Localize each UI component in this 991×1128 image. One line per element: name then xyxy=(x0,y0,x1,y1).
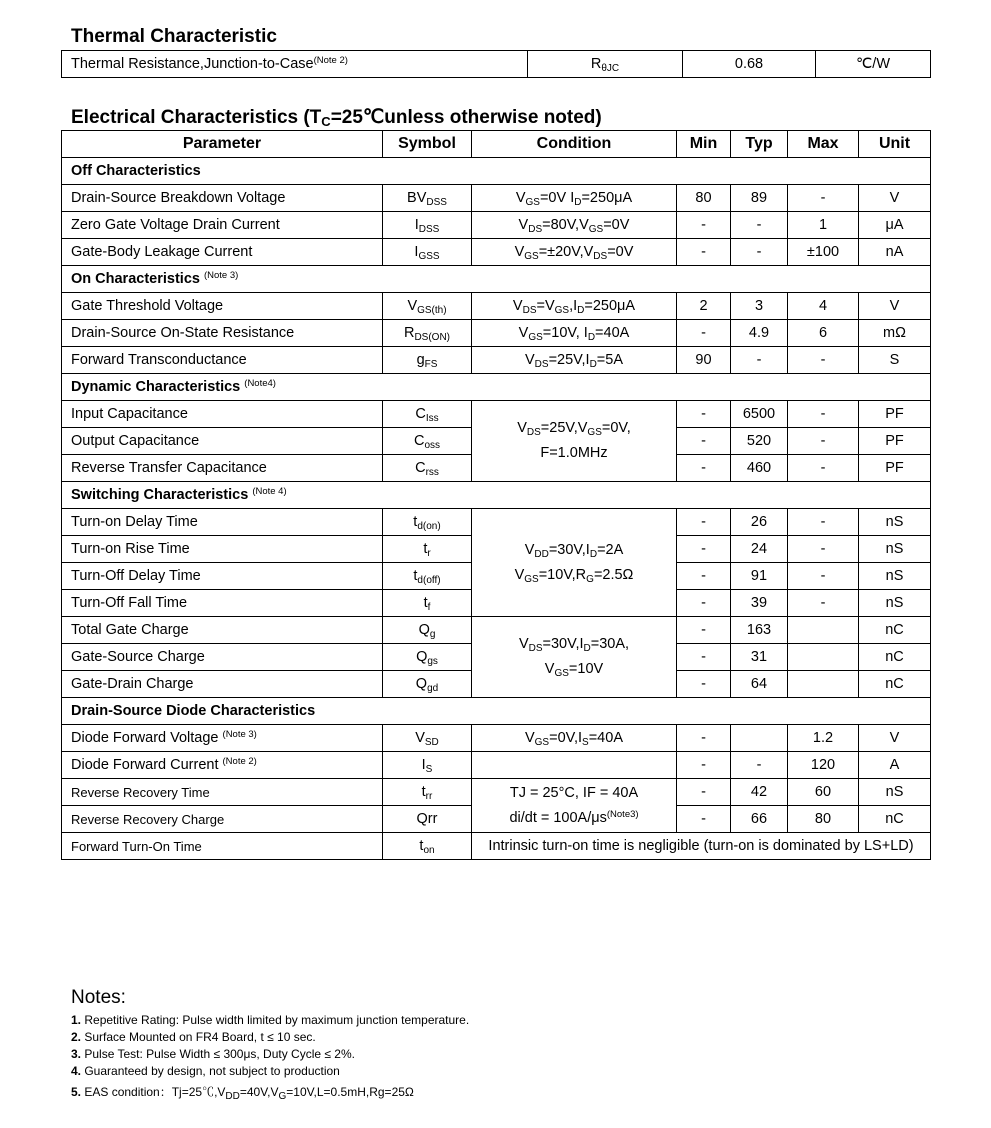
symbol-cell: $V_{GS(th)}$ xyxy=(383,293,472,320)
min-cell: - xyxy=(677,644,731,671)
thermal-symbol: $R_{\theta JC}$ xyxy=(528,51,683,78)
max-cell: 1 xyxy=(788,212,859,239)
max-cell xyxy=(788,671,859,698)
max-cell: ±100 xyxy=(788,239,859,266)
header-symbol: Symbol xyxy=(383,131,472,158)
symbol-cell: Qrr xyxy=(383,806,472,833)
table-row xyxy=(62,401,931,428)
min-cell: - xyxy=(677,455,731,482)
min-cell: 90 xyxy=(677,347,731,374)
symbol-cell: $t_{on}$ xyxy=(383,833,472,860)
note-item: 5. EAS condition：$Tj=25℃,V_{DD}=40V,V_G=10V,L=0.5mH,Rg=25\Omega$ xyxy=(71,1085,414,1102)
header-min: Min xyxy=(677,131,731,158)
condition-cell xyxy=(472,752,677,779)
symbol-cell: $C_{Iss}$ xyxy=(383,401,472,428)
table-row xyxy=(62,347,931,374)
param-cell: Diode Forward Current $^{(Note 2)}$ xyxy=(62,752,383,779)
min-cell: - xyxy=(677,536,731,563)
header-parameter: Parameter xyxy=(62,131,383,158)
thermal-title: Thermal Characteristic xyxy=(71,26,277,47)
header-row xyxy=(62,131,931,158)
max-cell: - xyxy=(788,455,859,482)
notes-title: Notes: xyxy=(71,987,126,1008)
max-cell: - xyxy=(788,536,859,563)
max-cell: 120 xyxy=(788,752,859,779)
typ-cell: 520 xyxy=(731,428,788,455)
symbol-cell: $C_{oss}$ xyxy=(383,428,472,455)
min-cell: - xyxy=(677,725,731,752)
typ-cell: 64 xyxy=(731,671,788,698)
section-row xyxy=(62,698,931,725)
param-cell: Turn-on Rise Time xyxy=(62,536,383,563)
note-item: 1. Repetitive Rating: Pulse width limited by maximum junction temperature. xyxy=(71,1013,470,1027)
electrical-title: Electrical Characteristics ($T_C=25℃unless$ otherwise noted) xyxy=(71,107,602,129)
thermal-value: 0.68 xyxy=(683,51,816,78)
max-cell: - xyxy=(788,590,859,617)
condition-cell: $V_{DS}=25V,I_D=5A$ xyxy=(472,347,677,374)
section-row xyxy=(62,158,931,185)
max-cell: 80 xyxy=(788,806,859,833)
electrical-table xyxy=(61,130,931,860)
typ-cell: - xyxy=(731,212,788,239)
condition-cell: Intrinsic turn-on time is negligible (turn-on is dominated by LS+LD) xyxy=(472,833,931,860)
param-cell: Turn-Off Fall Time xyxy=(62,590,383,617)
symbol-cell: $I_{GSS}$ xyxy=(383,239,472,266)
min-cell: - xyxy=(677,806,731,833)
typ-cell: 89 xyxy=(731,185,788,212)
unit-cell: nA xyxy=(859,239,931,266)
section-row xyxy=(62,482,931,509)
symbol-cell: $C_{rss}$ xyxy=(383,455,472,482)
param-cell: Zero Gate Voltage Drain Current xyxy=(62,212,383,239)
condition-cell: $V_{GS}=10V$, $I_D=40A$ xyxy=(472,320,677,347)
symbol-cell: $t_r$ xyxy=(383,536,472,563)
unit-cell: μA xyxy=(859,212,931,239)
symbol-cell: $BV_{DSS}$ xyxy=(383,185,472,212)
unit-cell: nS xyxy=(859,590,931,617)
section-on: On Characteristics $^{(Note 3)}$ xyxy=(62,266,931,293)
min-cell: - xyxy=(677,590,731,617)
thermal-param: Thermal Resistance,Junction-to-Case$^{(Note 2)}$ xyxy=(62,51,528,78)
condition-cell: $V_{DD}=30V,I_D=2A$ $V_{GS}=10V,R_G=2.5\Omega$ xyxy=(472,509,677,617)
min-cell: - xyxy=(677,617,731,644)
max-cell xyxy=(788,644,859,671)
table-row xyxy=(62,617,931,644)
param-cell: Total Gate Charge xyxy=(62,617,383,644)
min-cell: - xyxy=(677,563,731,590)
unit-cell: nC xyxy=(859,644,931,671)
min-cell: - xyxy=(677,752,731,779)
param-cell: Drain-Source On-State Resistance xyxy=(62,320,383,347)
thermal-table xyxy=(61,50,931,78)
unit-cell: nC xyxy=(859,617,931,644)
typ-cell: 66 xyxy=(731,806,788,833)
notes-block xyxy=(71,985,469,1101)
condition-cell: $V_{DS}=25V,V_{GS}=0V$, F=1.0MHz xyxy=(472,401,677,482)
typ-cell: - xyxy=(731,752,788,779)
min-cell: - xyxy=(677,509,731,536)
typ-cell xyxy=(731,725,788,752)
table-row xyxy=(62,212,931,239)
param-cell: Input Capacitance xyxy=(62,401,383,428)
typ-cell: 4.9 xyxy=(731,320,788,347)
min-cell: - xyxy=(677,401,731,428)
unit-cell: nC xyxy=(859,671,931,698)
param-cell: Turn-on Delay Time xyxy=(62,509,383,536)
section-switching: Switching Characteristics $^{(Note 4)}$ xyxy=(62,482,931,509)
condition-cell: TJ = 25°C, IF = 40A $di/dt = 100A/\mu s^{(Note3)}$ xyxy=(472,779,677,833)
symbol-cell: $Q_{gs}$ xyxy=(383,644,472,671)
min-cell: - xyxy=(677,779,731,806)
note-item: 2. Surface Mounted on FR4 Board, t ≤ 10 sec. xyxy=(71,1030,316,1044)
typ-cell: - xyxy=(731,347,788,374)
max-cell: - xyxy=(788,563,859,590)
unit-cell: PF xyxy=(859,401,931,428)
header-max: Max xyxy=(788,131,859,158)
max-cell: - xyxy=(788,185,859,212)
param-cell: Gate-Body Leakage Current xyxy=(62,239,383,266)
symbol-cell: $t_f$ xyxy=(383,590,472,617)
param-cell: Turn-Off Delay Time xyxy=(62,563,383,590)
min-cell: - xyxy=(677,428,731,455)
typ-cell: 91 xyxy=(731,563,788,590)
min-cell: 2 xyxy=(677,293,731,320)
section-row xyxy=(62,374,931,401)
param-cell: Diode Forward Voltage $^{(Note 3)}$ xyxy=(62,725,383,752)
param-cell: Forward Turn-On Time xyxy=(62,833,383,860)
max-cell: - xyxy=(788,347,859,374)
unit-cell: A xyxy=(859,752,931,779)
table-row xyxy=(62,779,931,806)
condition-cell: $V_{DS}=80V,V_{GS}=0V$ xyxy=(472,212,677,239)
symbol-cell: $Q_g$ xyxy=(383,617,472,644)
min-cell: - xyxy=(677,212,731,239)
unit-cell: V xyxy=(859,185,931,212)
max-cell: 60 xyxy=(788,779,859,806)
max-cell: 4 xyxy=(788,293,859,320)
table-row xyxy=(62,239,931,266)
symbol-cell: $Q_{gd}$ xyxy=(383,671,472,698)
param-cell: Forward Transconductance xyxy=(62,347,383,374)
condition-cell: $V_{GS}=0V,I_S=40A$ xyxy=(472,725,677,752)
min-cell: - xyxy=(677,239,731,266)
max-cell: 1.2 xyxy=(788,725,859,752)
table-row xyxy=(62,725,931,752)
max-cell: 6 xyxy=(788,320,859,347)
section-dynamic: Dynamic Characteristics $^{(Note4)}$ xyxy=(62,374,931,401)
symbol-cell: $V_{SD}$ xyxy=(383,725,472,752)
symbol-cell: $I_{DSS}$ xyxy=(383,212,472,239)
thermal-row xyxy=(62,51,931,78)
thermal-unit: ℃/W xyxy=(816,51,931,78)
header-condition: Condition xyxy=(472,131,677,158)
unit-cell: PF xyxy=(859,455,931,482)
unit-cell: V xyxy=(859,293,931,320)
typ-cell: - xyxy=(731,239,788,266)
table-row xyxy=(62,320,931,347)
param-cell: Reverse Recovery Time xyxy=(62,779,383,806)
section-diode: Drain-Source Diode Characteristics xyxy=(62,698,931,725)
min-cell: - xyxy=(677,671,731,698)
table-row xyxy=(62,509,931,536)
table-row xyxy=(62,833,931,860)
max-cell: - xyxy=(788,428,859,455)
condition-cell: $V_{DS}=V_{GS},I_D=250\mu A$ xyxy=(472,293,677,320)
table-row xyxy=(62,185,931,212)
typ-cell: 460 xyxy=(731,455,788,482)
typ-cell: 26 xyxy=(731,509,788,536)
param-cell: Gate-Drain Charge xyxy=(62,671,383,698)
min-cell: 80 xyxy=(677,185,731,212)
unit-cell: PF xyxy=(859,428,931,455)
param-cell: Gate Threshold Voltage xyxy=(62,293,383,320)
section-off: Off Characteristics xyxy=(62,158,931,185)
condition-cell: $V_{GS}=\pm 20V,V_{DS}=0V$ xyxy=(472,239,677,266)
param-cell: Output Capacitance xyxy=(62,428,383,455)
section-row xyxy=(62,266,931,293)
table-row xyxy=(62,752,931,779)
symbol-cell: $t_{d(on)}$ xyxy=(383,509,472,536)
typ-cell: 3 xyxy=(731,293,788,320)
typ-cell: 24 xyxy=(731,536,788,563)
param-cell: Reverse Recovery Charge xyxy=(62,806,383,833)
condition-cell: $V_{DS}=30V,I_D=30A$, $V_{GS}=10V$ xyxy=(472,617,677,698)
unit-cell: nC xyxy=(859,806,931,833)
header-unit: Unit xyxy=(859,131,931,158)
symbol-cell: $t_{rr}$ xyxy=(383,779,472,806)
header-typ: Typ xyxy=(731,131,788,158)
unit-cell: nS xyxy=(859,536,931,563)
typ-cell: 163 xyxy=(731,617,788,644)
note-item: 4. Guaranteed by design, not subject to production xyxy=(71,1064,340,1078)
table-row xyxy=(62,293,931,320)
unit-cell: S xyxy=(859,347,931,374)
max-cell xyxy=(788,617,859,644)
unit-cell: V xyxy=(859,725,931,752)
unit-cell: nS xyxy=(859,563,931,590)
unit-cell: nS xyxy=(859,779,931,806)
typ-cell: 39 xyxy=(731,590,788,617)
typ-cell: 31 xyxy=(731,644,788,671)
symbol-cell: $I_S$ xyxy=(383,752,472,779)
symbol-cell: $t_{d(off)}$ xyxy=(383,563,472,590)
typ-cell: 6500 xyxy=(731,401,788,428)
max-cell: - xyxy=(788,401,859,428)
param-cell: Drain-Source Breakdown Voltage xyxy=(62,185,383,212)
param-cell: Reverse Transfer Capacitance xyxy=(62,455,383,482)
symbol-cell: $R_{DS(ON)}$ xyxy=(383,320,472,347)
condition-cell: $V_{GS}=0V$ $I_D=250\mu A$ xyxy=(472,185,677,212)
unit-cell: mΩ xyxy=(859,320,931,347)
note-item: 3. Pulse Test: Pulse Width ≤ 300μs, Duty Cycle ≤ 2%. xyxy=(71,1047,355,1061)
param-cell: Gate-Source Charge xyxy=(62,644,383,671)
unit-cell: nS xyxy=(859,509,931,536)
symbol-cell: $g_{FS}$ xyxy=(383,347,472,374)
max-cell: - xyxy=(788,509,859,536)
typ-cell: 42 xyxy=(731,779,788,806)
min-cell: - xyxy=(677,320,731,347)
